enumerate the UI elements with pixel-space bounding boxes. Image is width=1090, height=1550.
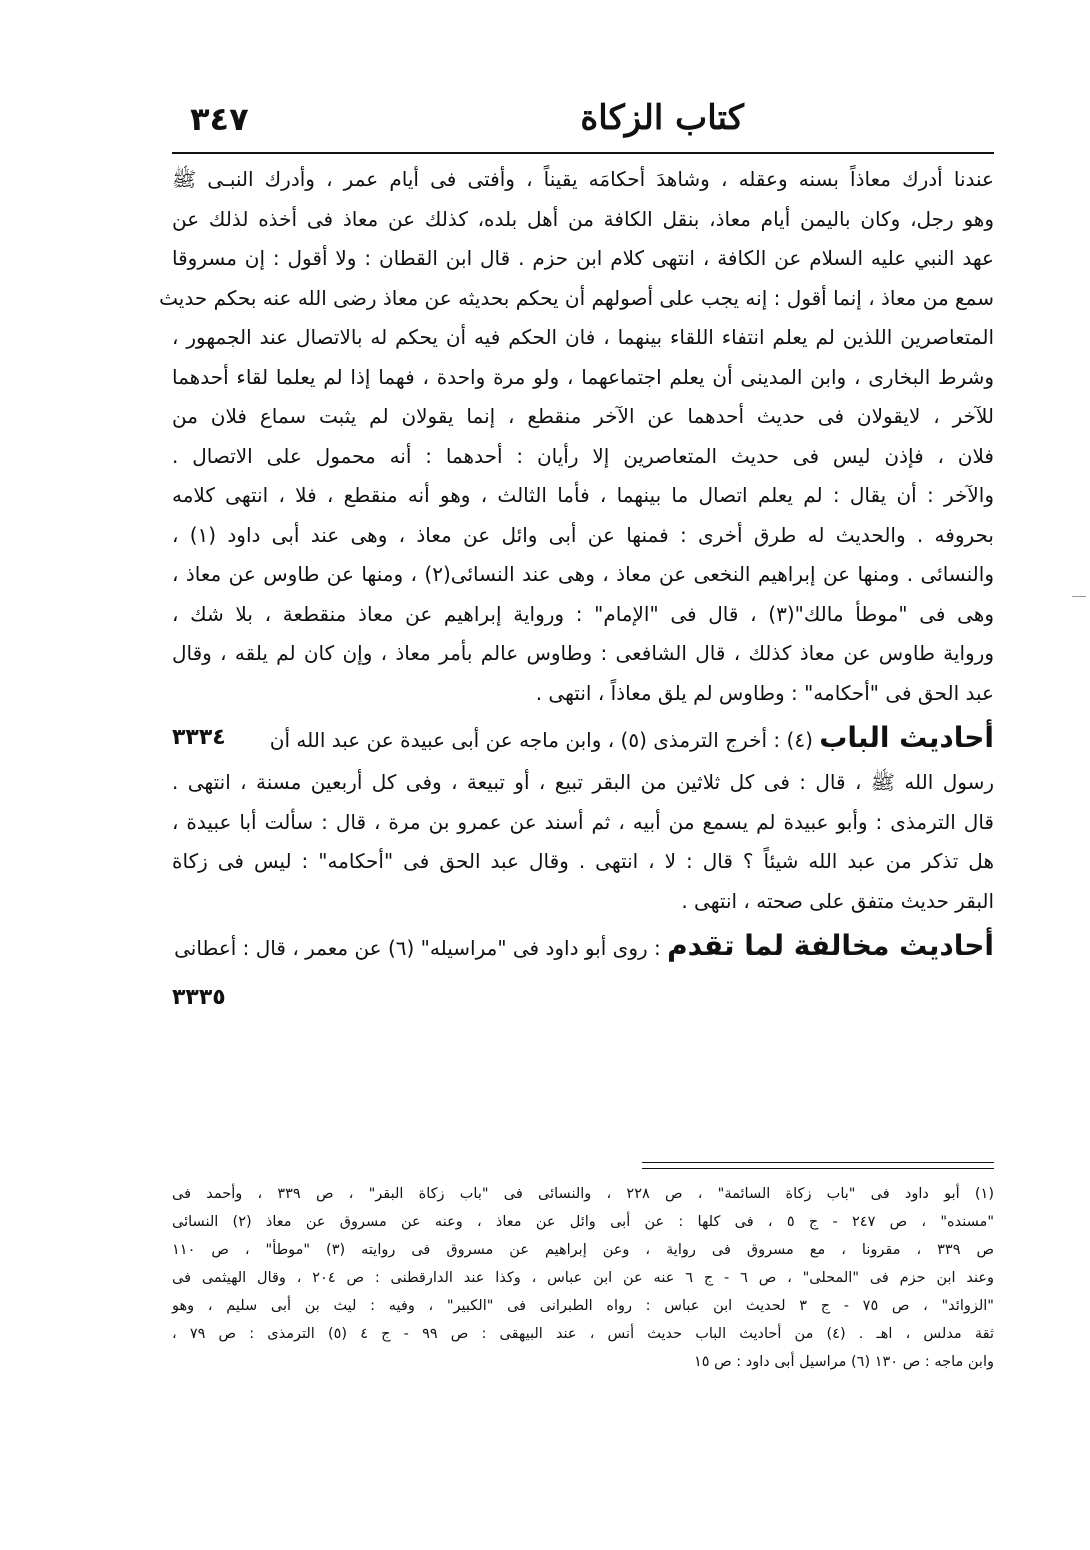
text-line: والنسائى . ومنها عن إبراهيم النخعى عن معاذ ، وهى عند النسائى(٢) ، ومنها عن طاوس عن معاذ ،: [172, 562, 994, 586]
footnote-rule: [642, 1168, 994, 1169]
footnotes: [172, 1180, 994, 1376]
text-line: عندنا أدرك معاذاً بسنه وعقله ، وشاهدَ أحكامَه يقيناً ، وأفتى فى أيام عمر ، وأدرك النبـى ﷺ: [172, 167, 994, 191]
text-line: رسول الله ﷺ ، قال : فى كل ثلاثين من البقر تبيع ، أو تبيعة ، وفى كل أربعين مسنة ، انتهى .: [172, 770, 994, 794]
scan-edge-mark: [1072, 596, 1086, 597]
section-heading-line: [172, 921, 994, 1010]
footnote-line: "الزوائد" ، ص ٧٥ - ج ٣ لحديث ابن عباس : رواه الطبرانى فى "الكبير" ، وفيه : ليث بن أبى سليم ، وهو: [172, 1298, 994, 1314]
text-line: ورواية طاوس عن معاذ كذلك ، قال الشافعى : وطاوس عالم بأمر معاذ ، وإن كان لم يلقه ، وقال: [172, 641, 994, 665]
text-line: وهو رجل، وكان باليمن أيام معاذ، بنقل الكافة من أهل بلده، كذلك عن معاذ فى أخذه لذلك عن: [172, 206, 994, 231]
text-line: للآخر ، لايقولان فى حديث أحدهما عن الآخر منقطع ، إنما يقولان لم يثبت سماع فلان من: [172, 404, 994, 428]
section-heading: أحاديث الباب: [819, 721, 994, 754]
section-heading-line: [172, 713, 994, 763]
footnote-rule: [642, 1162, 994, 1163]
footnote-line: ثقة مدلس ، اهـ . (٤) من أحاديث الباب حديث أنس ، عند البيهقى : ص ٩٩ - ج ٤ (٥) الترمذى : ص ٧٩ ،: [172, 1326, 994, 1342]
text-line: وهى فى "موطأ مالك"(٣) ، قال فى "الإمام" : ورواية إبراهيم عن معاذ منقطعة ، بلا شك ،: [172, 601, 994, 626]
section-heading: أحاديث مخالفة لما تقدم: [667, 929, 994, 962]
text-line: قال الترمذى : وأبو عبيدة لم يسمع من أبيه ، ثم أسند عن عمرو بن مرة ، قال : سألت أبا عبيدة ،: [172, 809, 994, 834]
section-intro: (٤) : أخرج الترمذى (٥) ، وابن ماجه عن أبى عبيدة عن عبد الله أن: [269, 728, 813, 752]
footnote-line: "مسنده" ، ص ٢٤٧ - ج ٥ ، فى كلها : عن أبى وائل عن معاذ ، وعنه عن مسروق عن معاذ (٢) النسائى: [172, 1214, 994, 1230]
main-text: [159, 160, 994, 1023]
footnote-line: (١) أبو داود فى "باب زكاة السائمة" ، ص ٢٢٨ ، والنسائى فى "باب زكاة البقر" ، ص ٣٣٩ ، وأحمد فى: [172, 1186, 994, 1202]
text-line: المتعاصرين اللذين لم يعلم انتفاء اللقاء بينهما ، فان الحكم فيه أن يحكم له بالاتصال عند الجمهور ،: [172, 325, 994, 349]
text-line: البقر حديث متفق على صحته ، انتهى .: [681, 888, 994, 913]
footnote-line: وعند ابن حزم فى "المحلى" ، ص ٦ - ج ٦ عنه عن ابن عباس ، وكذا عند الدارقطنى : ص ٢٠٤ ، وقال الهيثمى فى: [172, 1270, 995, 1286]
page-header: [172, 94, 994, 148]
text-line: عهد النبي عليه السلام عن الكافة ، انتهى كلام ابن حزم . قال ابن القطان : ولا أقول : إن مسروقا: [172, 246, 994, 270]
running-title: كتاب الزكاة: [580, 98, 744, 138]
text-line: عبد الحق فى "أحكامه" : وطاوس لم يلق معاذاً ، انتهى .: [535, 680, 994, 705]
text-line: هل تذكر من عبد الله شيئاً ؟ قال : لا ، انتهى . وقال عبد الحق فى "أحكامه" : ليس فى زكاة: [172, 849, 994, 873]
text-line: سمع من معاذ ، إنما أقول : إنه يجب على أصولهم أن يحكم بحديثه عن معاذ رضى الله عنه بحكم حديث: [159, 285, 994, 310]
footnote-line: وابن ماجه : ص ١٣٠ (٦) مراسيل أبى داود : ص ١٥: [693, 1354, 994, 1370]
hadith-number: ٣٣٣٤: [172, 725, 226, 750]
page-number: ٣٤٧: [190, 100, 249, 138]
text-line: بحروفه . والحديث له طرق أخرى : فمنها عن أبى وائل عن معاذ ، وهى عند أبى داود (١) ،: [172, 522, 994, 547]
text-line: والآخر : أن يقال : لم يعلم اتصال ما بينهما ، فأما الثالث ، وهو أنه منقطع ، فلا ، انتهى كلامه: [172, 483, 994, 507]
text-line: فلان ، فإذن ليس فى حديث المتعاصرين إلا رأيان : أحدهما : أنه محمول على الاتصال .: [172, 443, 994, 468]
header-rule: [172, 152, 994, 154]
section-intro: : روى أبو داود فى "مراسيله" (٦) عن معمر ، قال : أعطانى: [174, 936, 661, 960]
footnote-line: ص ٣٣٩ ، مقرونا ، مع مسروق فى رواية ، وعن إبراهيم عن مسروق فى روايته (٣) "موطأ" ، ص ١١٠: [172, 1242, 995, 1258]
hadith-number: ٣٣٣٥: [172, 985, 226, 1010]
text-line: وشرط البخارى ، وابن المدينى أن يعلم اجتماعهما ، ولو مرة واحدة ، فهما إذا لم يعلما لقاء أحدهما: [172, 364, 994, 389]
